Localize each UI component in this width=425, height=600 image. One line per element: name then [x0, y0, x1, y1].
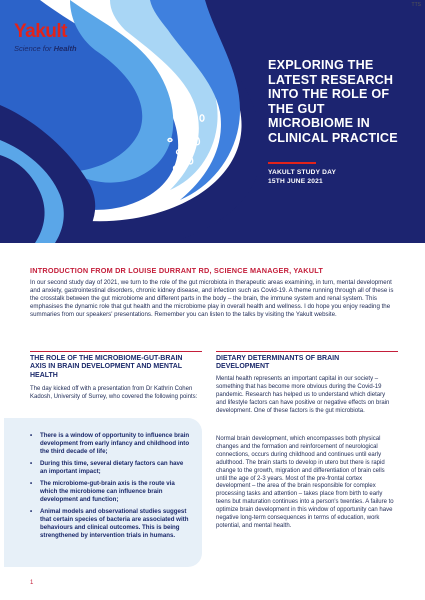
hero-title-line: MICROBIOME IN — [268, 116, 370, 131]
heading-line: DIETARY DETERMINANTS OF BRAIN — [216, 355, 340, 362]
key-points-list — [30, 432, 190, 544]
hero-banner — [0, 0, 425, 243]
left-column-rule — [30, 351, 202, 352]
tagline-emphasis: Health — [53, 44, 77, 53]
list-item-text: During this time, several dietary factors can have an important impact; — [40, 460, 184, 476]
right-column-paragraph: Mental health represents an important capital in our society – something that has become more obvious during the Covid-19 pandemic. Research has helped us to understand which dietary and lifestyle factors can have positive or negative effects on brain development. One of these factors is the gut microbiota. — [216, 376, 390, 414]
hero-title-line: LATEST RESEARCH — [268, 72, 394, 87]
hero-divider — [268, 162, 316, 164]
hero-title-line: EXPLORING THE — [268, 58, 374, 72]
list-item — [30, 508, 190, 540]
hero-event-info — [268, 168, 336, 186]
intro-heading: INTRODUCTION FROM DR LOUISE DURRANT RD, SCIENCE MANAGER, YAKULT — [30, 266, 323, 275]
left-column-body: The day kicked off with a presentation from Dr Kathrin Cohen Kadosh, University of Surrey, who covered the following points: — [30, 386, 198, 400]
intro-body: In our second study day of 2021, we turn to the role of the gut microbiota in therapeutic areas examining, in turn, mental development and anxiety, gastrointestinal disorders, chronic kidney disease, and infection such as Covid-19. A theme running through all of these is the crosstalk between the gut microbiome and different parts in the body – the brain, the immune system and renal system. This emphasises the dynamic role that gut health and the microbiome play in overall health and wellness. I do hope you enjoy reading the summaries from our speakers' presentations. Remember you can listen to the talks by visiting the Yakult website. — [30, 279, 394, 319]
right-column-paragraph: Normal brain development, which encompasses both physical changes and the formation and reinforcement of neurological connections, occurs during childhood and continues until early adulthood. The brain starts to develop in utero but there is rapid change to the growth, migration and differentiation of brain cells until the age of 2-3 years. Most of the pre-frontal cortex development – the area of the brain responsible for complex processing tasks and attention – takes place from birth to early teens but maturation continues into a person's twenties. A failure to optimize brain development in this window of opportunity can have negative long-term consequences in terms of education, work potential, and mental health. — [216, 436, 394, 529]
hero-title-line: CLINICAL PRACTICE — [268, 130, 398, 145]
list-item — [30, 432, 190, 456]
heading-line: THE ROLE OF THE MICROBIOME-GUT-BRAIN — [30, 355, 183, 362]
list-item-text: The microbiome-gut-brain axis is the route via which the microbiome can influence brain development and function; — [40, 480, 175, 504]
list-item-text: There is a window of opportunity to influence brain development from early infancy and childhood into the third decade of life; — [40, 432, 190, 455]
hero-title-line: THE GUT — [268, 101, 325, 116]
heading-line: HEALTH — [30, 371, 58, 379]
heading-line: AXIS IN BRAIN DEVELOPMENT AND MENTAL — [30, 363, 183, 371]
page-number: 1 — [30, 580, 34, 586]
hero-title — [268, 58, 418, 146]
logo-wordmark: Yakult — [14, 21, 67, 42]
corner-code: TTS — [411, 2, 421, 8]
bullet-glyph: • — [30, 508, 33, 516]
bullet-glyph: • — [30, 480, 33, 488]
tagline-prefix: Science for — [14, 44, 52, 53]
list-item — [30, 480, 190, 504]
right-column-heading — [216, 355, 398, 372]
bullet-glyph: • — [30, 460, 33, 468]
list-item — [30, 460, 190, 476]
left-column-heading — [30, 355, 210, 380]
bullet-glyph: • — [30, 432, 33, 439]
event-date: 15TH JUNE 2021 — [268, 178, 323, 185]
event-name: YAKULT STUDY DAY — [268, 169, 337, 176]
yakult-logo — [14, 22, 77, 53]
hero-title-line: INTO THE ROLE OF — [268, 87, 390, 102]
logo-tagline — [14, 44, 77, 53]
list-item-text: Animal models and observational studies suggest that certain species of bacteria are associated with behaviours and clinical outcomes. This is being strengthened by intervention trials in humans. — [40, 508, 189, 540]
right-column-rule — [216, 351, 398, 352]
heading-line: DEVELOPMENT — [216, 363, 270, 371]
